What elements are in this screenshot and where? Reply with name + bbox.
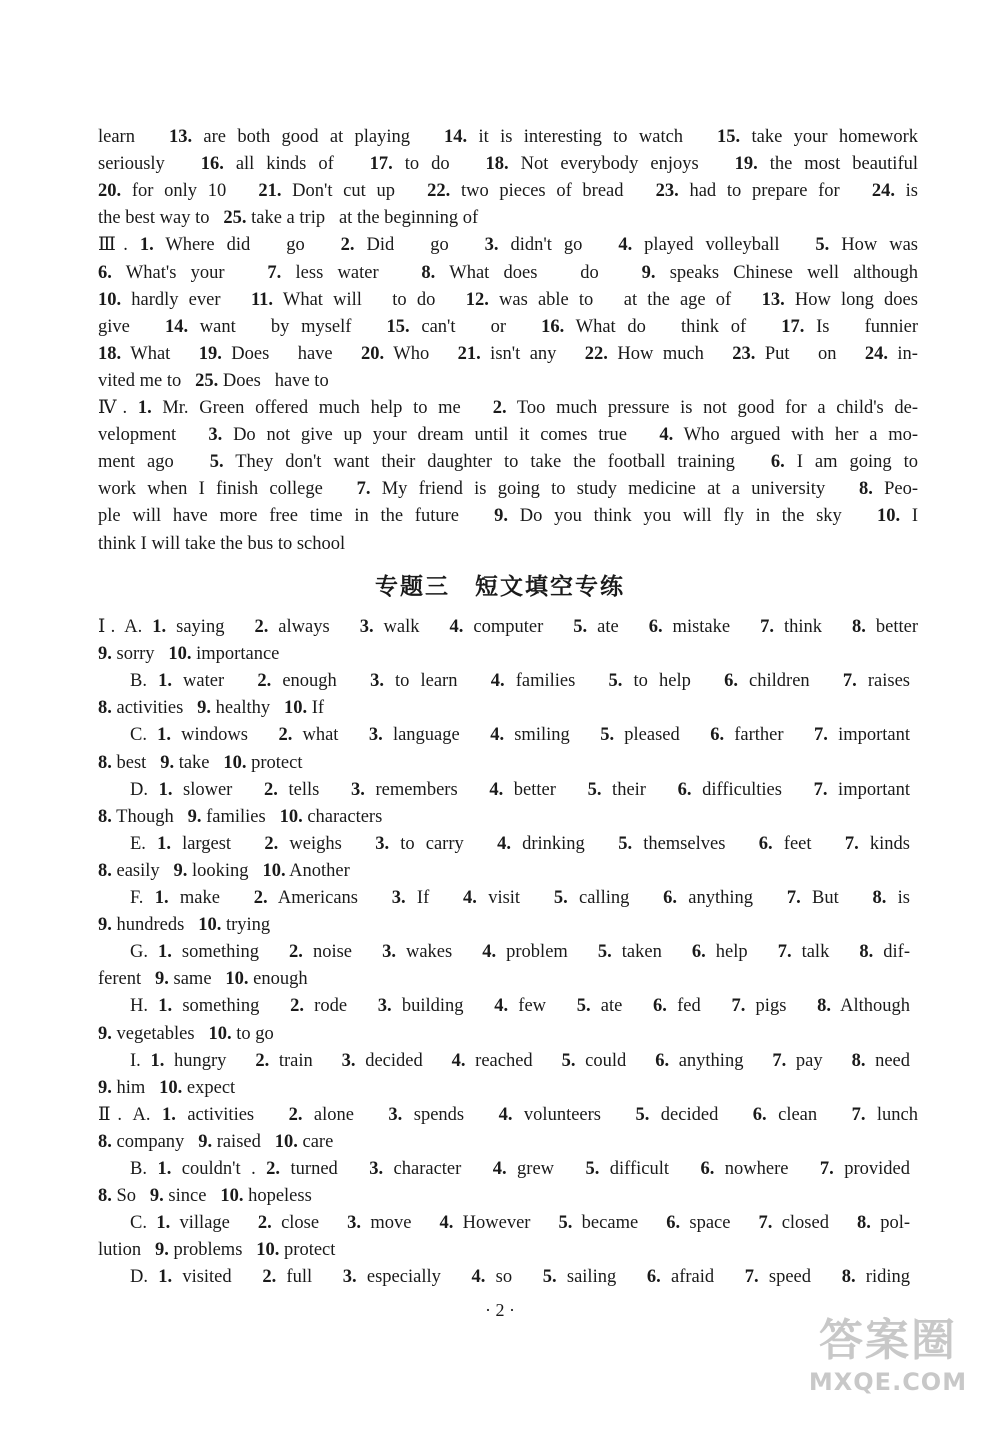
answer-line: F. 1. make 2. Americans 3. If 4. visit 5. calling 6. anything 7. But 8. is [130,888,910,908]
answer-line: C. 1. village 2. close 3. move 4. However 5. became 6. space 7. closed 8. pol- [130,1213,910,1234]
answer-line: C. 1. windows 2. what 3. language 4. smiling 5. pleased 6. farther 7. important [130,725,910,746]
answer-line: vited me to 25. Does have to [98,370,329,391]
answer-line: Ⅳ. 1. Mr. Green offered much help to me 2. Too much pressure is not good for a child's de- [98,398,919,418]
answer-line: 8. So 9. since 10. hopeless [98,1186,312,1207]
answer-line: ment ago 5. They don't want their daughter to take the football training 6. I am going to [98,452,919,473]
answer-line: 20. for only 10 21. Don't cut up 22. two pieces of bread 23. had to prepare for 24. is [98,181,918,202]
answer-line: H. 1. something 2. rode 3. building 4. few 5. ate 6. fed 7. pigs 8. Although [130,996,911,1017]
answer-line: 10. hardly ever 11. What will to do 12. was able to at the age of 13. How long does [98,289,918,310]
answer-line: 8. Though 9. families 10. characters [98,806,383,827]
answer-line: D. 1. slower 2. tells 3. remembers 4. better 5. their 6. difficulties 7. important [130,779,910,800]
answer-line: B. 1. couldn't . 2. turned 3. character 4. grew 5. difficult 6. nowhere 7. provided [130,1159,911,1179]
answer-line: 6. What's your 7. less water 8. What does do 9. speaks Chinese well although [98,262,919,283]
answer-line: 8. easily 9. looking 10. Another [98,860,350,881]
answer-line: work when I finish college 7. My friend is going to study medicine at a university 8. Peo- [98,479,919,500]
answer-line: 8. company 9. raised 10. care [98,1131,334,1152]
answer-line: Ⅱ. A. 1. activities 2. alone 3. spends 4. volunteers 5. decided 6. clean 7. lunch [98,1104,919,1125]
answer-line: 8. best 9. take 10. protect [98,752,303,773]
answer-line: 9. vegetables 10. to go [98,1023,274,1044]
answer-line: 9. hundreds 10. trying [98,915,271,936]
answer-line: think I will take the bus to school [98,533,346,554]
answer-line: G. 1. something 2. noise 3. wakes 4. problem 5. taken 6. help 7. talk 8. dif- [130,942,910,963]
answer-line: 9. him 10. expect [98,1077,236,1098]
answer-line: ple will have more free time in the future 9. Do you think you will fly in the sky 10. I [98,506,918,527]
answer-line: 9. sorry 10. importance [98,644,280,665]
section-title: 专题三 短文填空专练 [375,574,625,600]
answer-line: 8. activities 9. healthy 10. If [98,698,325,719]
watermark-url: MXQE.COM [808,1368,968,1396]
answer-line: D. 1. visited 2. full 3. especially 4. so 5. sailing 6. afraid 7. speed 8. riding [130,1267,910,1288]
answer-line: ferent 9. same 10. enough [98,969,308,990]
answer-line: E. 1. largest 2. weighs 3. to carry 4. drinking 5. themselves 6. feet 7. kinds [130,833,910,854]
watermark-logo [798,1314,978,1414]
answer-line: velopment 3. Do not give up your dream until it comes true 4. Who argued with her a mo- [98,425,918,446]
answer-line: give 14. want by myself 15. can't or 16. What do think of 17. Is funnier [98,316,918,337]
answer-line: seriously 16. all kinds of 17. to do 18. Not everybody enjoys 19. the most beautiful [98,154,918,175]
answer-line: B. 1. water 2. enough 3. to learn 4. families 5. to help 6. children 7. raises [130,671,911,692]
watermark-logo-text: 答案圈 [819,1315,957,1366]
answer-line: Ⅲ. 1. Where did go 2. Did go 3. didn't go 4. played volleyball 5. How was [98,235,919,256]
answer-line: lution 9. problems 10. protect [98,1240,336,1261]
page-number: · 2 · [485,1300,515,1320]
answer-line: learn 13. are both good at playing 14. it is interesting to watch 15. take your homework [98,127,918,147]
answer-line: Ⅰ. A. 1. saying 2. always 3. walk 4. computer 5. ate 6. mistake 7. think 8. better [98,617,919,637]
answer-line: I. 1. hungry 2. train 3. decided 4. reached 5. could 6. anything 7. pay 8. need [130,1050,911,1071]
answer-line: 18. What 19. Does have 20. Who 21. isn't any 22. How much 23. Put on 24. in- [98,343,918,364]
answer-line: the best way to 25. take a trip at the beginning of [98,208,479,229]
